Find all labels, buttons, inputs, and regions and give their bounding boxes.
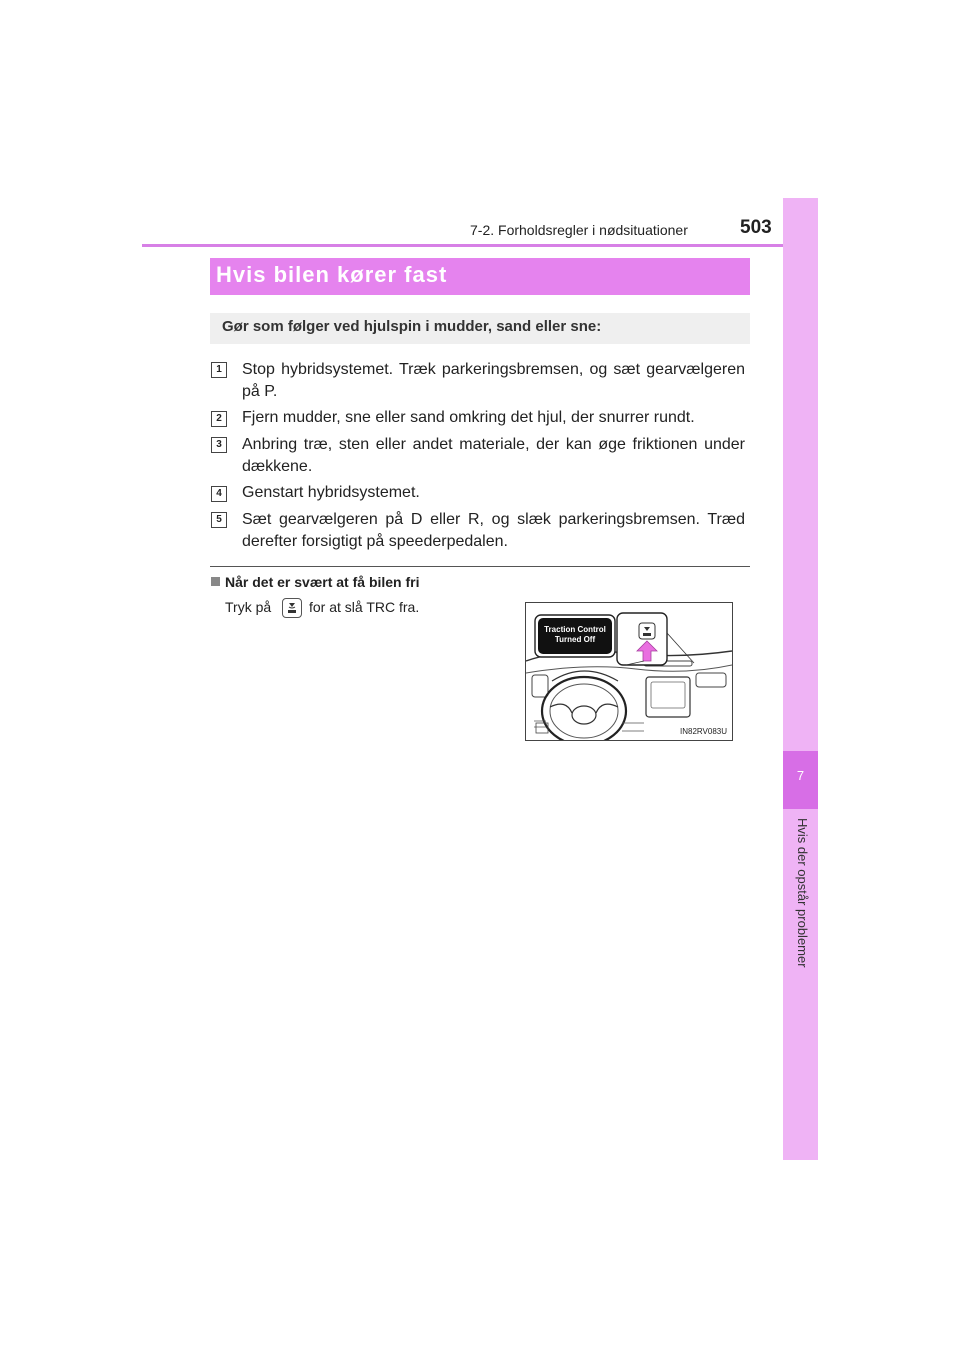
trc-off-button-icon xyxy=(282,598,302,618)
step-text-5: Sæt gearvælgeren på D eller R, og slæk parkeringsbremsen. Træd derefter forsigtigt på speederpedalen. xyxy=(242,511,745,550)
note-text-after: for at slå TRC fra. xyxy=(309,599,420,615)
step-number-3: 3 xyxy=(211,437,227,453)
step-number-1: 1 xyxy=(211,362,227,378)
page-title: Hvis bilen kører fast xyxy=(216,262,448,287)
subheading: Gør som følger ved hjulspin i mudder, sand eller sne: xyxy=(222,318,602,335)
step-number-5: 5 xyxy=(211,512,227,528)
chapter-title: Hvis der opstår problemer xyxy=(795,818,810,968)
note-heading: Når det er svært at få bilen fri xyxy=(225,574,420,590)
display-message-title: Traction Control xyxy=(544,625,606,634)
step-text-1: Stop hybridsystemet. Træk parkeringsbremsen, og sæt gearvælgeren på P. xyxy=(242,361,745,400)
header-rule xyxy=(142,244,818,247)
page-number: 503 xyxy=(740,217,772,238)
illustration-code: IN82RV083U xyxy=(680,727,727,736)
section-divider xyxy=(210,566,750,567)
note-bullet-icon xyxy=(211,577,220,586)
step-number-4: 4 xyxy=(211,486,227,502)
header-section-title: 7-2. Forholdsregler i nødsituationer xyxy=(470,222,688,238)
dashboard-illustration xyxy=(525,602,733,741)
step-text-2: Fjern mudder, sne eller sand omkring det hjul, der snurrer rundt. xyxy=(242,409,695,426)
step-text-3: Anbring træ, sten eller andet materiale, der kan øge friktionen under dækkene. xyxy=(242,436,745,475)
chapter-side-tab xyxy=(783,198,818,1160)
chapter-number: 7 xyxy=(796,768,805,783)
step-number-2: 2 xyxy=(211,411,227,427)
display-message-subtitle: Turned Off xyxy=(554,635,596,644)
note-text-before: Tryk på xyxy=(225,599,272,615)
step-text-4: Genstart hybridsystemet. xyxy=(242,484,420,501)
dashboard-drawing xyxy=(526,603,732,740)
